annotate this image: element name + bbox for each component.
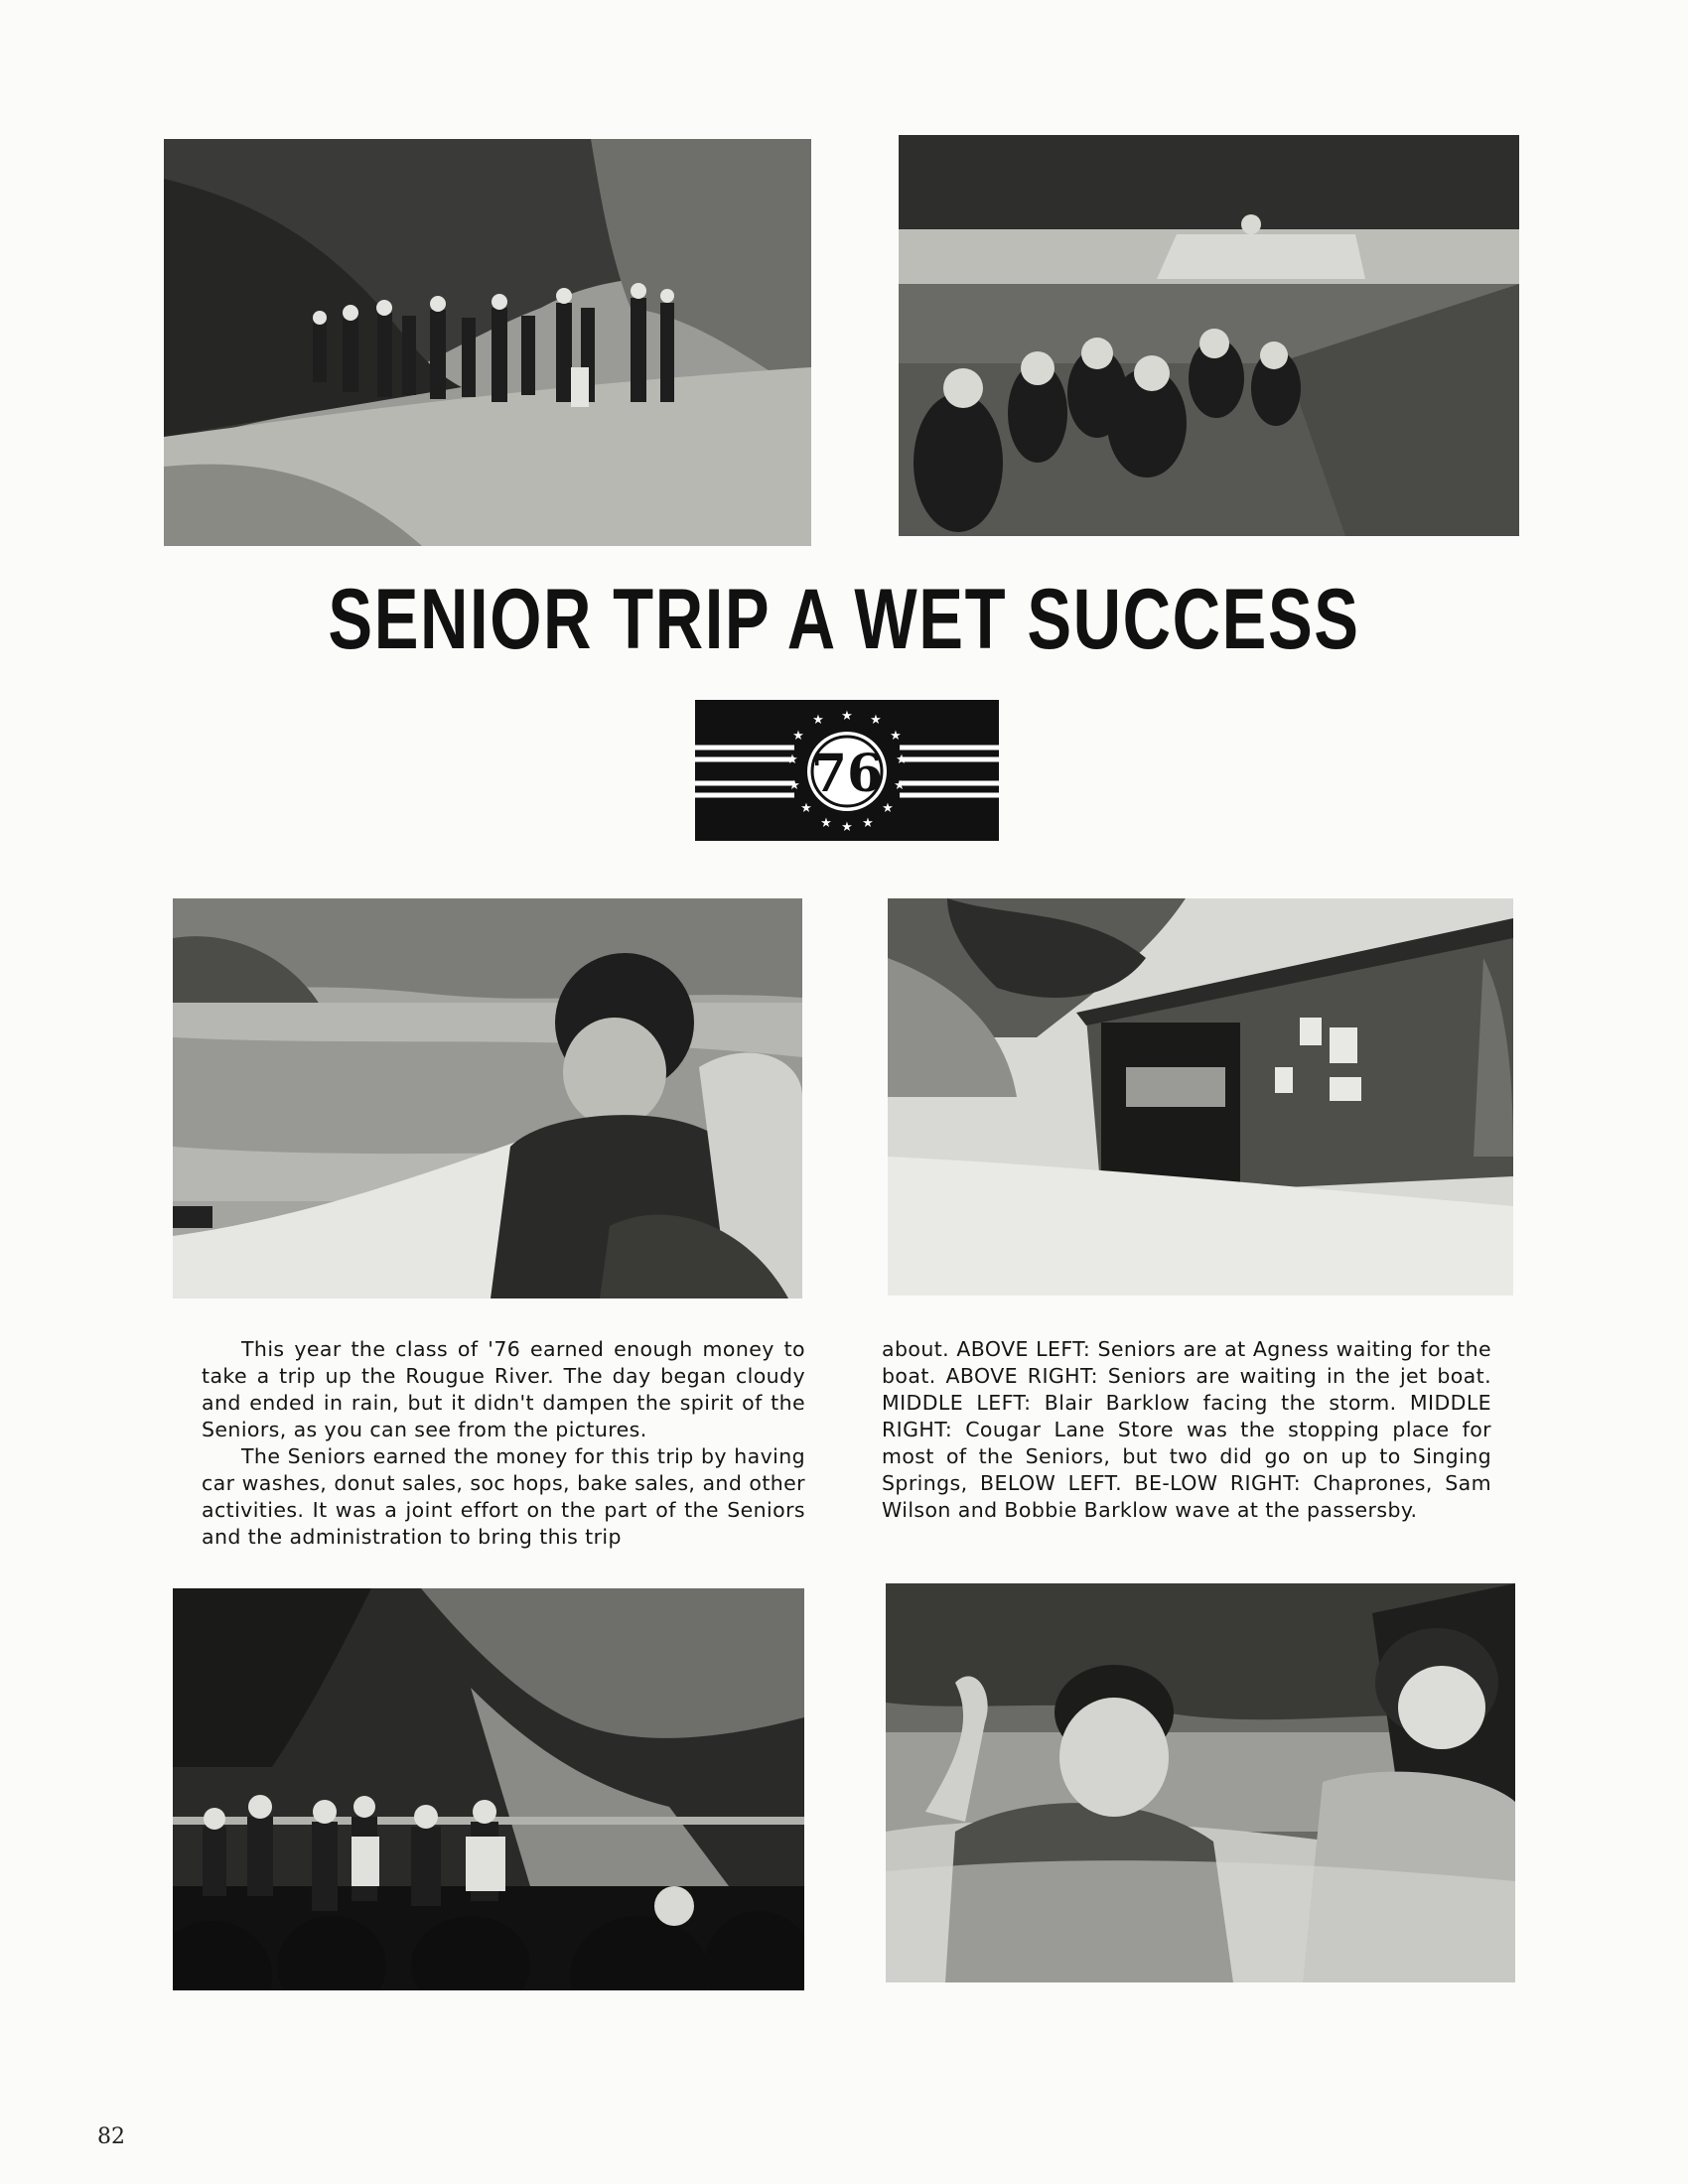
photo-below-left xyxy=(173,1588,804,1990)
caption-left-column xyxy=(202,1336,805,1551)
svg-text:★: ★ xyxy=(812,713,824,728)
emblem-text: 76 xyxy=(810,744,884,804)
svg-text:★: ★ xyxy=(800,801,812,816)
page-title: SENIOR TRIP A WET SUCCESS xyxy=(328,572,1360,667)
photo-below-right xyxy=(886,1583,1515,1982)
svg-text:★: ★ xyxy=(890,729,902,744)
caption-right-column xyxy=(882,1336,1491,1524)
photo-above-right xyxy=(899,135,1519,536)
spirit-76-emblem xyxy=(695,700,999,841)
svg-text:★: ★ xyxy=(841,820,853,835)
photo-middle-right xyxy=(888,898,1513,1296)
photo-above-left xyxy=(164,139,811,546)
caption-right-paragraph: about. ABOVE LEFT: Seniors are at Agness waiting for the boat. ABOVE RIGHT: Seniors are waiting in the jet boat. MIDDLE LEFT: Blair Barklow facing the storm. MIDDLE RIGHT: Cougar Lane Store was the stopping place for most of the Seniors, but two did go on up to Singing Springs, BELOW LEFT. BE-LOW RIGHT: Chaprones, Sam Wilson and Bobbie Barklow wave at the passersby. xyxy=(882,1337,1491,1522)
svg-text:★: ★ xyxy=(894,778,906,793)
caption-left-paragraph-1: This year the class of '76 earned enough money to take a trip up the Rougue River. The day began cloudy and ended in rain, but it didn't dampen the spirit of the Seniors, as you can see from the pictures. xyxy=(202,1337,805,1441)
svg-text:★: ★ xyxy=(841,709,853,724)
page-number: 82 xyxy=(97,2124,125,2149)
svg-text:★: ★ xyxy=(788,778,800,793)
svg-text:★: ★ xyxy=(820,816,832,831)
svg-text:★: ★ xyxy=(896,752,908,767)
photo-middle-left xyxy=(173,898,802,1298)
svg-text:★: ★ xyxy=(862,816,874,831)
svg-text:★: ★ xyxy=(882,801,894,816)
svg-text:★: ★ xyxy=(786,752,798,767)
svg-text:★: ★ xyxy=(870,713,882,728)
caption-left-paragraph-2: The Seniors earned the money for this trip by having car washes, donut sales, soc hops, bake sales, and other activities. It was a joint effort on the part of the Seniors and the administration to bring this trip xyxy=(202,1444,805,1549)
svg-text:★: ★ xyxy=(792,729,804,744)
